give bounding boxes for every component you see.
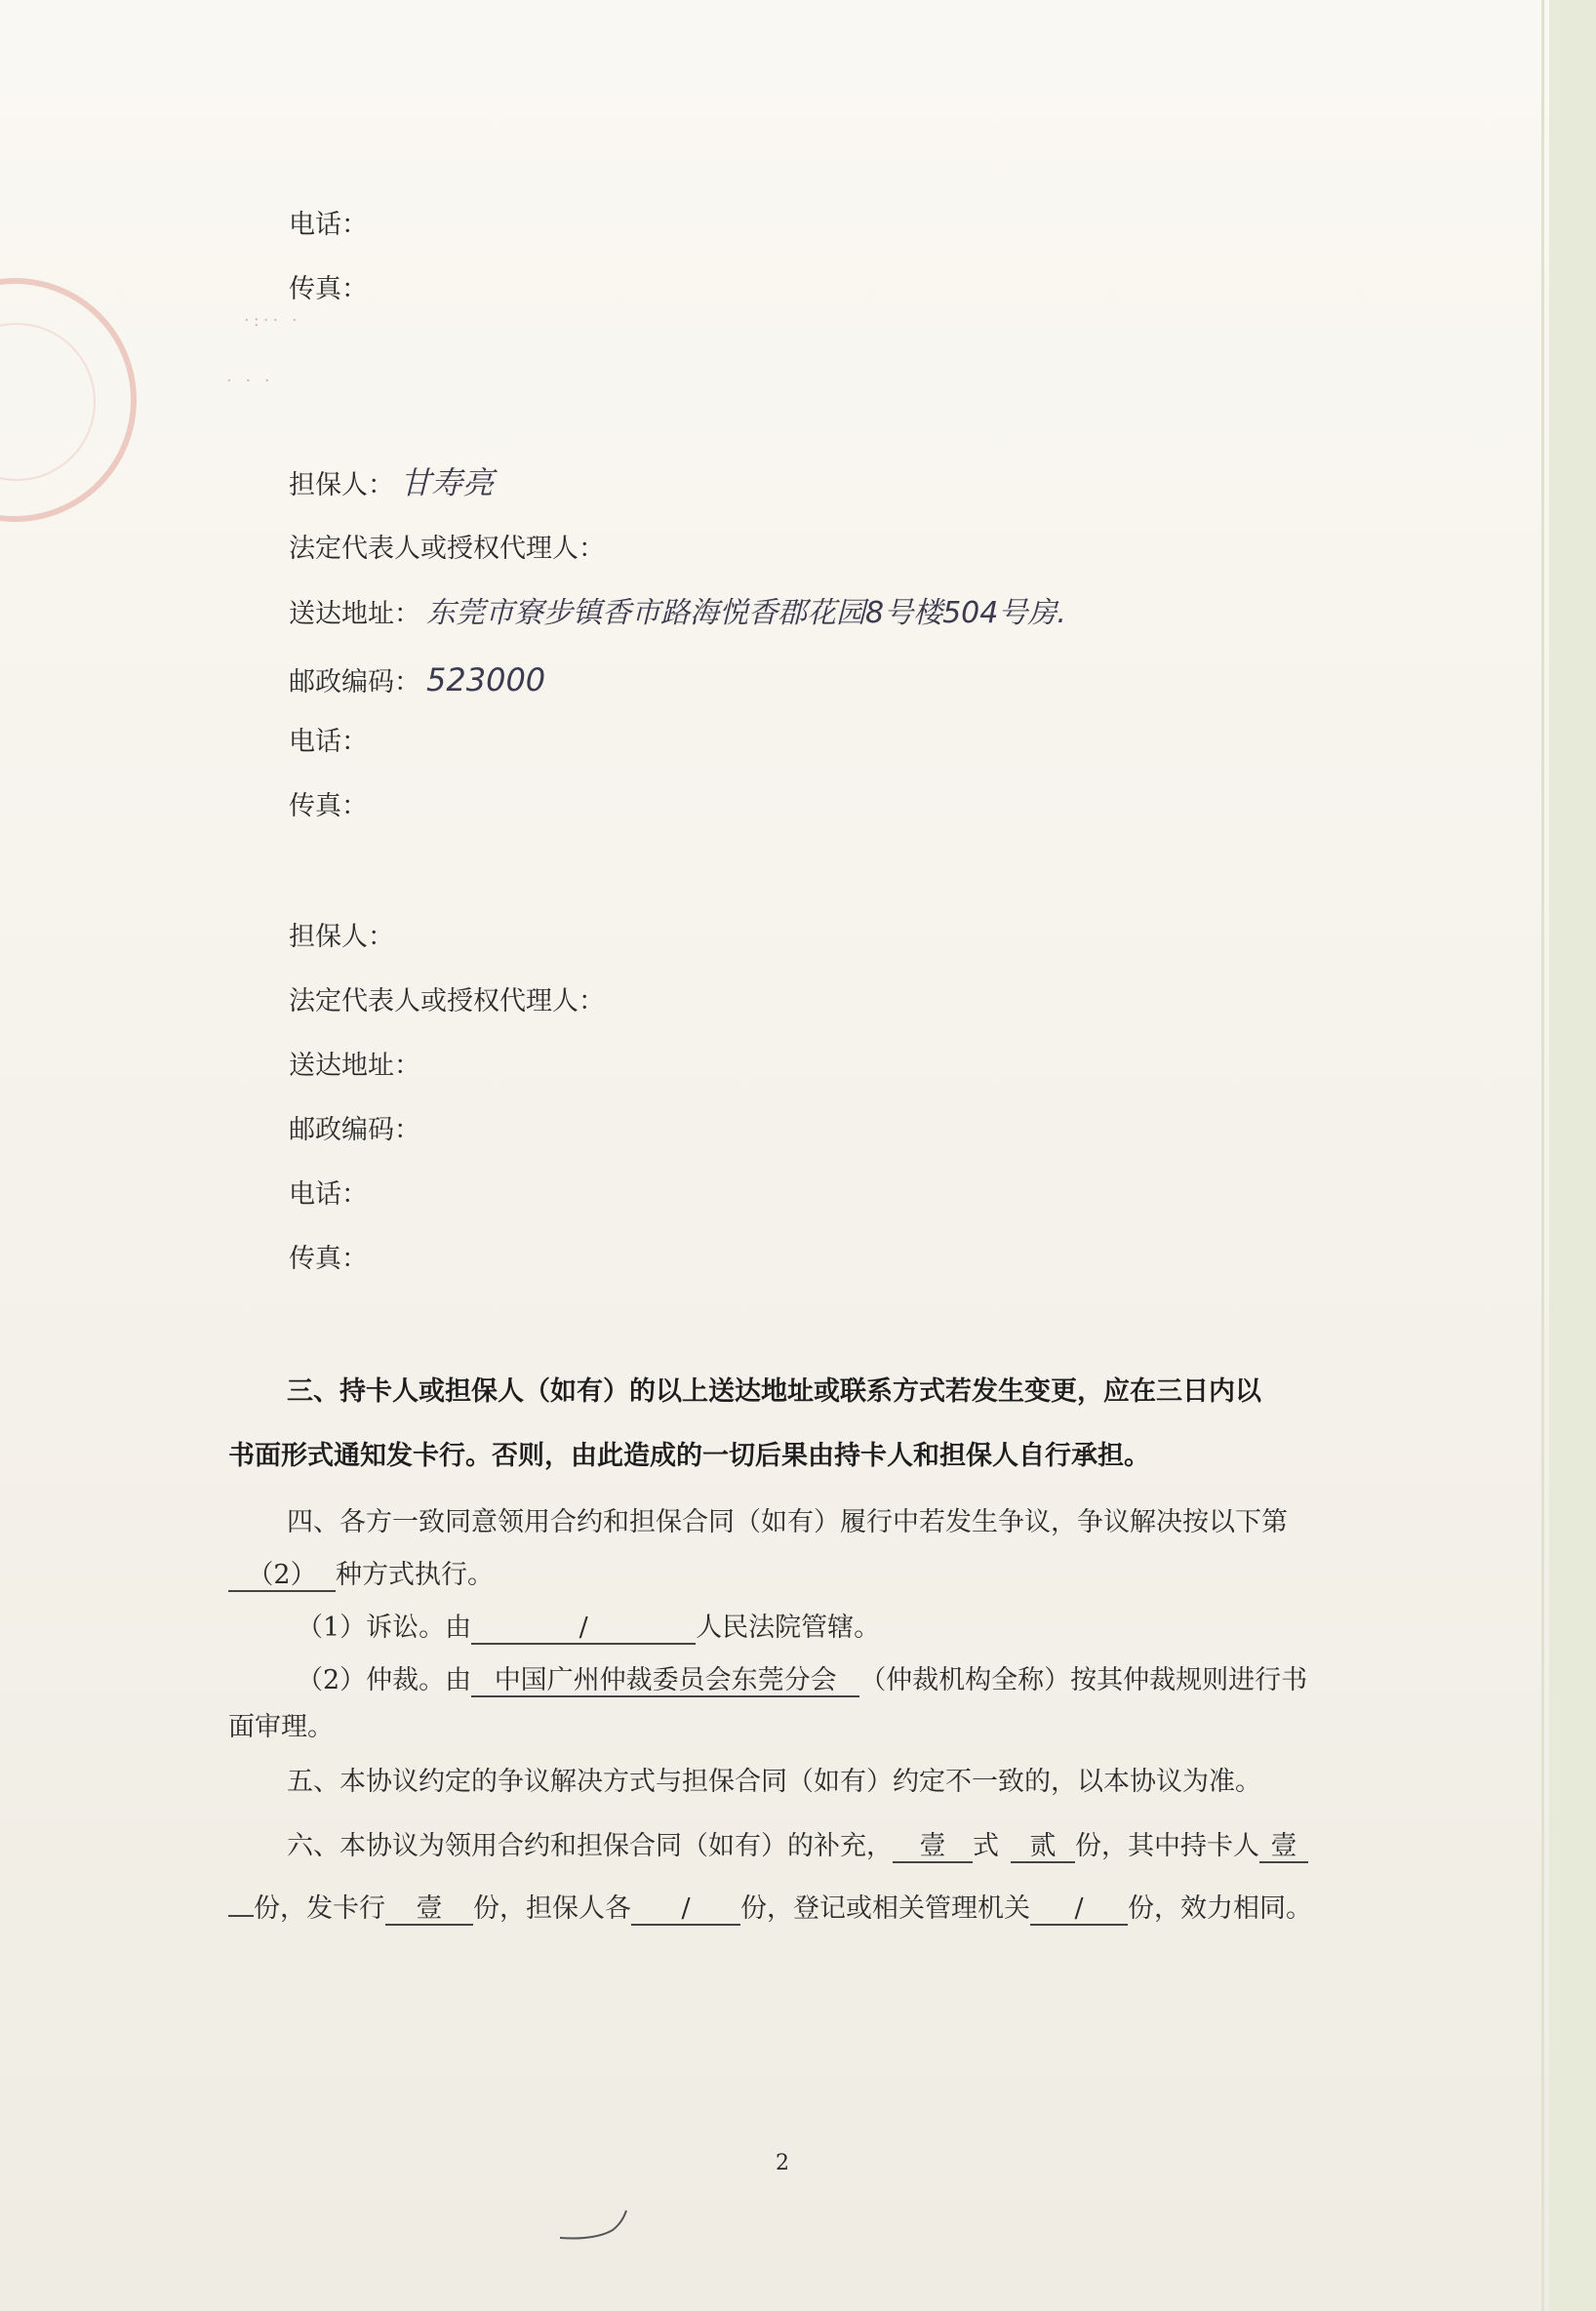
cardholder-copies-field: 壹 [1259,1832,1308,1863]
arbitration-post: （仲裁机构全称）按其仲裁规则进行书 [859,1665,1308,1695]
page-number: 2 [776,2151,789,2175]
postcode-line-2 [289,1114,420,1147]
phone-line-3 [289,1178,368,1212]
address-line-2 [289,1050,420,1083]
authority-copies-field: / [1030,1894,1128,1926]
dispute-choice-field: （2） [228,1561,336,1592]
clause6-line2 [228,1893,1350,1926]
guarantor-copies-field: / [631,1894,740,1926]
clause6-pre: 六、本协议为领用合约和担保合同（如有）的补充， [287,1831,893,1861]
fax-label: 传真： [289,1244,368,1274]
bank-copies-field: 壹 [385,1894,473,1926]
rep-label: 法定代表人或授权代理人： [289,534,605,564]
cardholder-copies-tail [228,1915,254,1917]
clause4-line1: 四、各方一致同意领用合约和担保合同（如有）履行中若发生争议，争议解决按以下第 [287,1507,1288,1537]
clause6-line1 [287,1830,1409,1863]
address-label: 送达地址： [289,599,420,629]
copies-style-field: 壹 [893,1832,973,1863]
postcode-handwritten: 523000 [426,661,546,698]
clause3-line2: 书面形式通知发卡行。否则，由此造成的一切后果由持卡人和担保人自行承担。 [228,1441,1150,1471]
address-line-1 [289,597,1066,631]
clause6-line2-a: 份，发卡行 [254,1893,385,1924]
guarantor-name-handwritten: 甘寿亮 [400,464,495,501]
scan-edge-line [1541,0,1544,2311]
arbitration-line [297,1664,1418,1697]
rep-line-2 [289,985,605,1018]
fax-line-2 [289,790,368,823]
rep-line-1 [289,533,605,566]
clause6-line2-c: 份，登记或相关管理机关 [740,1893,1030,1924]
arbitration-institution-field: 中国广州仲裁委员会东莞分会 [471,1666,859,1697]
scan-edge-strip [1549,0,1596,2311]
phone-line-1 [289,209,368,242]
clause5-text: 五、本协议约定的争议解决方式与担保合同（如有）约定不一致的，以本协议为准。 [287,1767,1261,1797]
phone-label: 电话： [289,210,368,240]
arbitration-pre: （2）仲裁。由 [297,1665,472,1695]
clause4-line2-tail: 种方式执行。 [336,1560,494,1590]
rep-label: 法定代表人或授权代理人： [289,986,605,1016]
litigation-line [297,1612,1418,1645]
guarantor-label: 担保人： [289,470,394,500]
clause6-mid1: 式 [973,1831,999,1861]
fax-label: 传真： [289,791,368,821]
ink-speck: · · · [226,371,274,391]
clause6-mid2: 份，其中持卡人 [1075,1831,1259,1861]
clause3-line1: 三、持卡人或担保人（如有）的以上送达地址或联系方式若发生变更，应在三日内以 [287,1376,1261,1407]
fax-line-3 [289,1243,368,1276]
guarantor-label: 担保人： [289,922,394,952]
red-seal-stamp [0,278,137,522]
clause6-line2-d: 份，效力相同。 [1128,1893,1312,1924]
ink-speck: ·:·· · [244,310,301,331]
litigation-court-field: / [471,1614,696,1645]
guarantor-line-2 [289,921,394,954]
postcode-label: 邮政编码： [289,667,420,697]
pen-mark [556,2207,644,2246]
clause4-line2 [228,1559,1350,1592]
fax-label: 传真： [289,274,368,304]
fax-line-1 [289,273,368,306]
copies-total-field: 贰 [1011,1832,1075,1863]
litigation-pre: （1）诉讼。由 [297,1613,472,1643]
address-label: 送达地址： [289,1051,420,1081]
address-handwritten: 东莞市寮步镇香市路海悦香郡花园8号楼504号房. [426,596,1066,630]
phone-line-2 [289,726,368,759]
postcode-label: 邮政编码： [289,1115,420,1145]
postcode-line-1 [289,663,545,699]
litigation-post: 人民法院管辖。 [696,1613,881,1643]
clause6-line2-b: 份，担保人各 [473,1893,631,1924]
phone-label: 电话： [289,1179,368,1210]
phone-label: 电话： [289,727,368,757]
arbitration-line2: 面审理。 [228,1712,334,1742]
guarantor-line-1 [289,466,494,502]
seal-inner-ring [0,323,96,481]
